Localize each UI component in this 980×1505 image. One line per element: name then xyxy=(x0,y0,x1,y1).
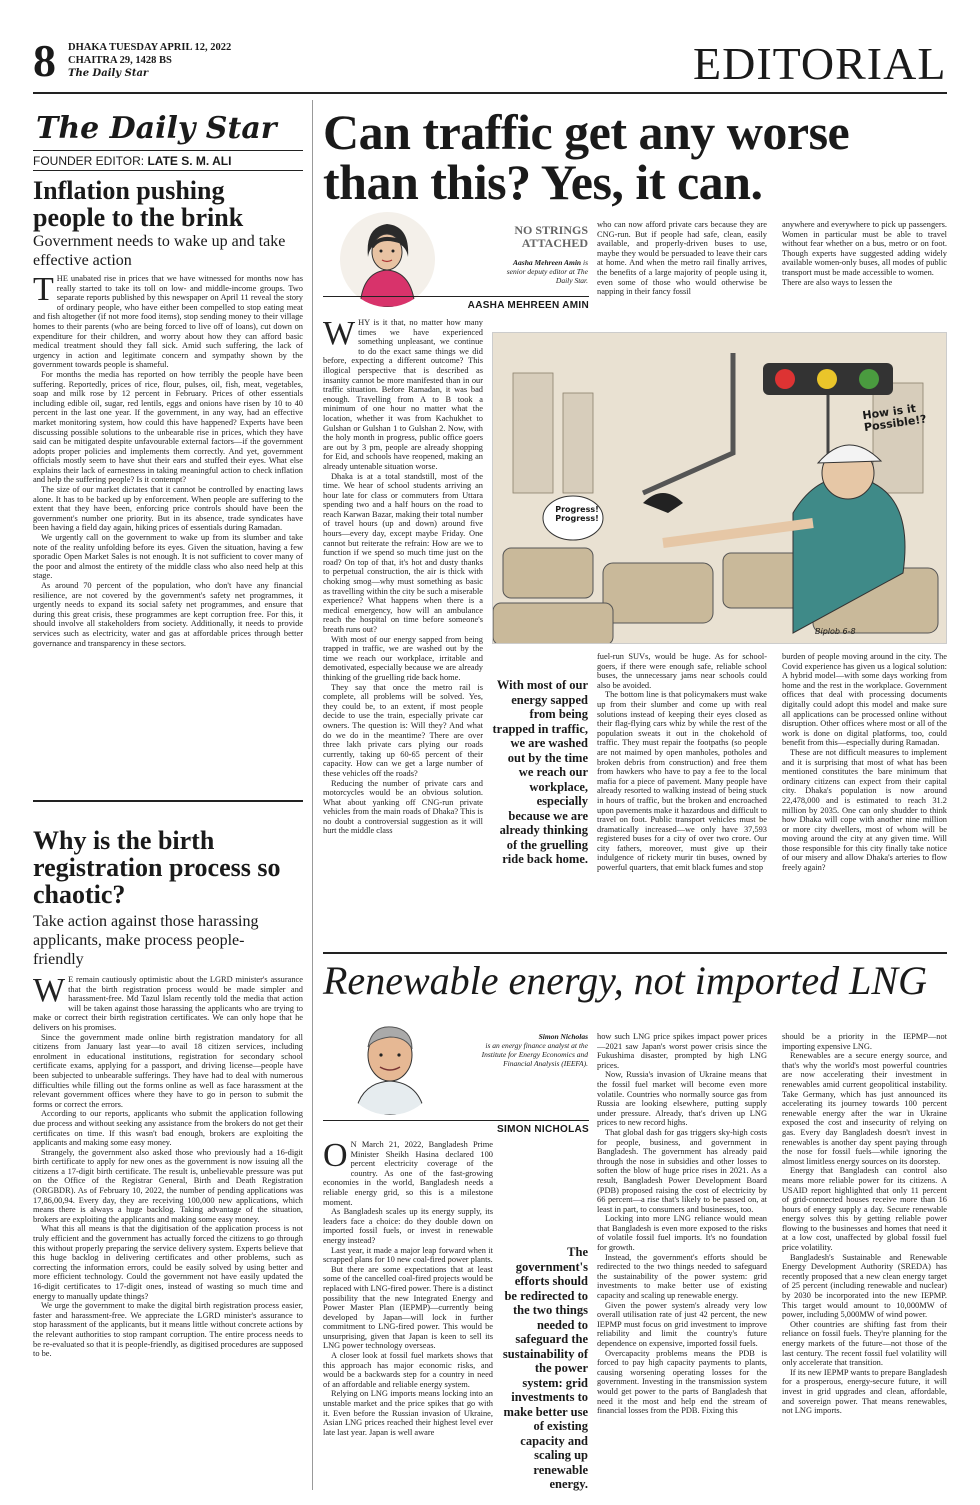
body-paragraph: Renewables are a secure energy source, and that's why the world's most powerful countries are now accelerating their investment in renewables amid current geopolitical instability. Take Germany, which has just announced its accelerating its journey towards 100 percent renewable energy after the war in Ukraine exposed the cost and insecurity of relying on gas. Every day Bangladesh doesn't invest in renewables is another day spent paying through the nose for fossil fuels—while ignoring the almost limitless energy sources on its doorstep. xyxy=(782,1051,947,1166)
body-paragraph: Dhaka is at a total standstill, most of the time. We hear of school students arriving an hour late for class or commuters from Uttara spending two and a half hours on the road to reach Karwan Bazar, making their total number of travel hours (up and down) around five hours—every day, except maybe Friday. One cannot but reiterate the refrain: How are we to function if we spend so much time just on the road? On top of that, it's hot and dusty thanks to perpetual construction, the air is thick with choking smog—why must something as basic as travelling within the city be such a miserable experience? What happens when there is a medical emergency, how will an ambulance reach the hospital on time before someone's breath runs out? xyxy=(323,471,483,634)
body-paragraph: According to our reports, applicants who submit the application following due process and without seeking any assistance from the brokers do not get their certificates on time. If this wasn't bad enough, brokers are exploiting the applicants and making some easy money. xyxy=(33,1109,303,1148)
body-paragraph: should be a priority in the IEPMP—not importing expensive LNG. xyxy=(782,1032,947,1051)
byline2-rule xyxy=(323,1120,589,1121)
article2-col1 xyxy=(323,1140,493,1495)
body-paragraph: That global dash for gas triggers sky-high costs for people, business, and government in Bangladesh. The government has already paid through the nose in subsidies and other losses to soften the blow of huge price rises in 2021. As a result, Bangladesh Power Development Board (PDB) proposed raising the cost of electricity by 66 percent—a rise that's likely to be passed on, at least in part, to consumers and businesses, too. xyxy=(597,1127,767,1214)
body-paragraph: If its new IEPMP wants to prepare Bangladesh for a prosperous, energy-secure future, it will invest in grid upgrades and clean, affordable, and sovereign power. That means renewables, not LNG imports. xyxy=(782,1367,947,1416)
body-paragraph: These are not difficult measures to implement and it is surprising that most of what has been mentioned constitutes the bare minimum that ordinary citizens can expect from their capital city. Dhaka's population is now around 22,478,000 and is estimated to reach 31.2 million by 2035. One can only shudder to think how Dhaka will cope with another nine million or more city dwellers, most of whom will be moving around the city at any given time. Will those responsible for this city finally take notice of our misery and allow Dhaka's arteries to flow freely again? xyxy=(782,747,947,873)
article2-byline: SIMON NICHOLAS xyxy=(497,1124,589,1135)
author2-caption-name: Simon Nicholas xyxy=(538,1032,588,1041)
page-number: 8 xyxy=(33,35,56,86)
author-caption-role: is senior deputy editor at The Daily Star. xyxy=(506,258,588,285)
article1-headline: Can traffic get any worse than this? Yes, it can. xyxy=(323,104,850,210)
cartoon-signature: Biplob 6-8 xyxy=(815,627,856,636)
byline-rule xyxy=(323,296,589,297)
body-paragraph: They say that once the metro rail is complete, all problems will be solved. Yes, they could be, to an extent, if most people decide to use the train, especially private car owners. The question is: Will they? And what do we do in the meantime? There are over three lakh private cars plying our roads currently, taking up 60-65 percent of their capacity. How can we get a large number of these vehicles off the roads? xyxy=(323,682,483,778)
body-paragraph: Overcapacity problems means the PDB is forced to pay high capacity payments to plants, causing worsening operating losses for the government. Investing in the transmission system would get power to the parts of Bangladesh that need it the most and help end the stream of financial losses from the PDB. Fixing this xyxy=(597,1348,767,1416)
body-paragraph: Given the power system's already very low overall utilisation rate of just 42 percent, the new IEPMP must focus on grid investment to improve reliability and limit the country's future dependence on expensive, imported fossil fuels. xyxy=(597,1300,767,1348)
body-paragraph: With most of our energy sapped from being trapped in traffic, we are washed out by the time we reach our workplace, irritable and demotivated, especially because we are already thinking of the gruelling ride back home. xyxy=(323,634,483,682)
founder-line xyxy=(33,154,231,168)
body-paragraph: fuel-run SUVs, would be huge. As for school-goers, if there were enough safe, reliable school buses, the unnecessary jams near schools could also be avoided. xyxy=(597,652,767,690)
column-divider xyxy=(312,100,313,1490)
founder-rule xyxy=(33,170,303,171)
founder-name: LATE S. M. ALI xyxy=(147,154,232,168)
body-paragraph: Strangely, the government also asked those who previously had a 16-digit birth certificate to apply for new ones as the government is now issuing all the citizens a 17-digit birth certificate. The result is, unbelievable pressure was put on the Office of the Registrar General, Birth and Death Registration (ORGBDR). As of February 10, 2022, the number of pending applications was 17,86,00,94. Every day, they are receiving 100,000 new applications, which means there is always a huge backlog. Taking advantage of the situation, brokers are exploiting the applicants and making some easy money. xyxy=(33,1147,303,1224)
article2-col3 xyxy=(782,1032,947,1495)
body-paragraph: anywhere and everywhere to pick up passengers. Women in particular must be able to travel without fear whether on a bus, metro or on foot. Though experts have suggested adding widely available women-only buses, all modes of public transport must be made accessible to women. There are also ways to lessen the xyxy=(782,220,947,287)
body-paragraph: Bangladesh's Sustainable and Renewable Energy Development Authority (SREDA) has recently proposed that a new clean energy target of 25 percent (including renewable and nuclear) by 2030 be incorporated into the new IEPMP. This target would amount to 10,000MW of power, including 5,000MW of wind power. xyxy=(782,1252,947,1320)
body-paragraph: The size of our market dictates that it cannot be controlled by enacting laws alone. It has to be backed up by enforcement. When people are suffering to the extent that they have been, enforcing price controls should have been the government's number one priority. But in its absence, trade syndicates have been having a field day again, hiking prices of essentials during Ramadan. xyxy=(33,485,303,533)
body-paragraph: who can now afford private cars because they are CNG-run. But if people had safe, clean, easily available, and properly-driven buses to use, maybe they would be persuaded to leave their cars at home. And when the metro rail finally arrives, the benefits of a large majority of people using it, even some of those who would otherwise be napping in their fancy fossil xyxy=(597,220,767,297)
author-portrait-drawing xyxy=(340,212,435,307)
body-paragraph: how such LNG price spikes impact power prices—2021 saw Japan's worst power crisis since the Fukushima disaster, prompted by high LNG prices. xyxy=(597,1032,767,1070)
author2-caption-role: is an energy finance analyst at the Institute for Energy Economics and Financial Analysis (IEEFA). xyxy=(481,1041,588,1068)
author-portrait-2 xyxy=(340,1015,440,1115)
article2-pull-quote: The government's efforts should be redirected to the two things needed to safeguard the sustainability of the power system: grid investments to make better use of existing capacity and scaling up renewable energy. xyxy=(502,1245,588,1491)
body-paragraph: Now, Russia's invasion of Ukraine means that the fossil fuel market will become even more volatile. Countries who normally source gas from Russia are looking elsewhere, putting supply under pressure. Already, that's driven up LNG prices to new record highs. xyxy=(597,1070,767,1128)
article1-byline: AASHA MEHREEN AMIN xyxy=(467,300,589,311)
article2-col2 xyxy=(597,1032,767,1495)
body-paragraph: But there are some expectations that at least some of the cancelled coal-fired projects would be replaced with LNG-fired power. There is a distinct possibility that the new Integrated Energy and Power Master Plan (IEPMP)—currently being developed by Japan—will lock in further commitment to LNG-fired power. This would be unsurprising, given that Japan is keen to sell its LNG power technology overseas. xyxy=(323,1264,493,1351)
body-paragraph: THE unabated rise in prices that we have witnessed for months now has really started to take its toll on low- and middle-income groups. Two separate reports published by this newspaper on April 11 reveal the story of ordinary people, who have either been compelled to stop eating meat and fish altogether (if not more food items), stop sending money to their village homes to their parents (who are being forced to live off of loans), cut down on expenditure for their children, and worry about how they can afford basic medical treatment should they fall sick. Amid such suffering, the lack of urgency in action and legitimate concern and sympathy shown by the government towards people is shameful. xyxy=(33,274,303,370)
traffic-cartoon-drawing xyxy=(493,333,947,644)
body-paragraph: Instead, the government's efforts should be redirected to the two things needed to safeguard the sustainability of the power system: grid investments to make better use of existing capacity and scaling up renewable energy. xyxy=(597,1252,767,1301)
body-paragraph: As around 70 percent of the population, who don't have any financial resilience, are not covered by the government's safety net programmes, it urgently needs to expand its social safety net programmes, and ensure that during this great crisis, these programmes are kept corruption free. For this, it should involve all stakeholders from society. Additionally, it needs to provide services such as electricity, water and gas at affordable prices through better governance and transparency in these sectors. xyxy=(33,581,303,648)
author-caption xyxy=(500,258,588,285)
founder-label: FOUNDER EDITOR: xyxy=(33,154,145,168)
header-rule xyxy=(33,92,947,94)
editorial1-body xyxy=(33,274,303,794)
body-paragraph: WE remain cautiously optimistic about the LGRD minister's assurance that the birth registration process would be made simpler and harassment-free. Md Tazul Islam recently told the media that action will be taken against those harassing the applicants who are trying to make or correct their birth registration certificates. We can only hope that he delivers on his promises. xyxy=(33,975,303,1032)
bangla-date: CHAITRA 29, 1428 BS xyxy=(68,55,172,66)
editorial2-title: Why is the birth registration process so chaotic? xyxy=(33,826,281,909)
editorial2-body xyxy=(33,975,303,1480)
cartoon-speech-1: Progress! Progress! xyxy=(555,505,599,523)
author2-caption xyxy=(470,1032,588,1068)
editorial1-title: Inflation pushing people to the brink xyxy=(33,176,244,232)
body-paragraph: Locking into more LNG reliance would mean that Bangladesh is even more exposed to the risks of volatile fossil fuel imports. It's no foundation for growth. xyxy=(597,1214,767,1253)
body-paragraph: Last year, it made a major leap forward when it scrapped plans for 10 new coal-fired power plants. xyxy=(323,1245,493,1265)
column-label: NO STRINGS ATTACHED xyxy=(514,223,588,250)
article1-col1 xyxy=(323,318,483,940)
article1-col2-bottom xyxy=(597,652,767,952)
small-logo: The Daily Star xyxy=(68,68,149,79)
masthead-rule xyxy=(33,150,303,151)
author-portrait-2-drawing xyxy=(340,1015,440,1115)
body-paragraph: For months the media has reported on how terribly the people have been suffering. Reportedly, prices of rice, flour, pulses, oil, fish, meat, vegetables, soap and milk rose by 12 percent in February. Prices of other essentials including edible oil, sugar, red lentils, eggs and onions have risen by 10 to 40 percent in the last one year. If the government, in any way, had an effective market monitoring system, how could this have happened? Experts have been discussing possible solutions to the unbearable rise in prices, which they have said can be mitigated despite unfavourable external factors—if the government adopts proper policies and implements them correctly. And yet, government officials mostly seem to have shut their ears and stuffed their eyes. What else explains their lack of earnestness in taking meaningful action to check inflation and help the suffering people? Is it contempt? xyxy=(33,369,303,485)
body-paragraph: Relying on LNG imports means locking into an unstable market and the price spikes that go with it. Even before the Russian invasion of Ukraine, Asian LNG prices reached their highest level ever late last year. Japan is well aware xyxy=(323,1389,493,1437)
body-paragraph: ON March 21, 2022, Bangladesh Prime Minister Sheikh Hasina declared 100 percent electricity coverage of the country. As one of the fast-growing economies in the world, Bangladesh needs a reliable energy grid, so this is a milestone moment. xyxy=(323,1140,493,1207)
article1-col3-top xyxy=(782,220,947,325)
traffic-cartoon xyxy=(492,332,947,644)
body-paragraph: Energy that Bangladesh can control also means more reliable power for its citizens. A USAID report highlighted that only 11 percent of grid-connected houses receive more than 16 hours of energy supply a day. Secure renewable energy solves this by getting reliable power flowing to the businesses and homes that need it at a low cost, unaffected by global fossil fuel price volatility. xyxy=(782,1166,947,1253)
masthead: The Daily Star xyxy=(36,111,277,146)
author-caption-name: Aasha Mehreen Amin xyxy=(513,258,582,267)
body-paragraph: Reducing the number of private cars and motorcycles would be an obvious solution. What about yanking off CNG-run private vehicles from the main roads of Dhaka? This is no doubt a controversial suggestion as it will hurt the middle class xyxy=(323,778,483,836)
article1-col3-bottom xyxy=(782,652,947,952)
body-paragraph: We urge the government to make the digital birth registration process easier, faster and harassment-free. We appreciate the LGRD minister's assurance to stop harassment of the applicants, but it means little without concrete actions by the relevant authorities to stop rampant corruption. The entire process needs to be re-evaluated so that it is people-friendly, as digitised procedures are supposed to be. xyxy=(33,1301,303,1359)
article2-headline: Renewable energy, not imported LNG xyxy=(323,958,927,1003)
author-portrait xyxy=(340,212,435,307)
article1-pull-quote: With most of our energy sapped from being trapped in traffic, we are washed out by the time we reach our workplace, especially because we are already thinking of the gruelling ride back home. xyxy=(492,678,588,866)
body-paragraph: burden of people moving around in the city. The Covid experience has given us a logical solution: A hybrid model—with some days working from home and the rest in the workplace. Government offices that deal with processing documents digitally could adopt this model and make sure all applications can be processed online without disruption. Other offices where most or all of the work is done on digital platforms, too, could benefit from this—especially during Ramadan. xyxy=(782,652,947,748)
body-paragraph: What this all means is that the digitisation of the application process is not truly efficient and the government has actually forced the citizens to go through this without properly preparing the service delivery system. Experts believe that this huge backlog in delivering certificates and other problems, such as correcting the information errors, could be easily solved by using better and more efficient technology. Could the government not have easily updated the 16-digit certificates to 17-digit ones, instead of wasting so much time and energy to manually update things? xyxy=(33,1224,303,1301)
body-paragraph: WHY is it that, no matter how many times we have experienced something unpleasant, we continue to do the exact same things we did before, expecting a different outcome? This illogical perspective that is described as insanity cannot be more manifested than in our traffic situation. Before Ramadan, it was bad enough. Travelling from A to B took a minimum of one hour no matter what the location, whether it was from Kachukhet to Gulshan or Gulshan 1 to Gulshan 2. Now, with the holy month in progress, public office goers are out by 3 pm, people are already shopping for Eid, and schools have reopened, making an already untenable situation worse. xyxy=(323,318,483,471)
article-divider xyxy=(323,952,947,954)
body-paragraph: We urgently call on the government to wake up from its slumber and take note of the reality unfolding before its eyes. Given the situation, having a few sporadic Open Market Sales is not enough. It is not sufficient to cover many of the poor and almost the entirety of the middle class who also need help at this stage. xyxy=(33,533,303,581)
sidebar-divider xyxy=(33,800,303,802)
article1-col2-top xyxy=(597,220,767,325)
body-paragraph: The bottom line is that policymakers must wake up from their slumber and come up with real solutions instead of keeping their eyes closed as their flag-flying cars whiz by while the rest of the population sweats it out in the chokehold of traffic. They must repair the footpaths (so people are not maimed by open manholes, potholes and broken debris from construction) and free them from hawkers who have to pay a fee to the local mafia for a piece of pavement. Many people have already resorted to walking instead of being stuck in hours of traffic, but the broken and encroached upon pavements make it hazardous and difficult to travel on foot. Public transport vehicles must be dramatically increased—we only have 37,593 registered buses for a city of over two crore. Our city fathers, moreover, must give up their indulgence of rickety murir tin buses, owned by powerful quarters, that emit black fumes and stop xyxy=(597,690,767,873)
cartoon-speech-2: How is it Possible!? xyxy=(861,401,928,435)
body-paragraph: Since the government made online birth registration mandatory for all citizens from January last year—to avail 18 citizen services, including enrolment in educational institutions, registration for secondary school certificate exams, applying for a passport, and driving license—people have been subjected to unbearable sufferings. They have had to deal with numerous difficulties while filling out the forms online as well as face harassment at the relevant government offices where they have to go in person to submit the forms or correct the errors. xyxy=(33,1032,303,1109)
body-paragraph: A closer look at fossil fuel markets shows that this approach has major economic risks, and would be a backwards step for a country in need of an affordable and reliable energy system. xyxy=(323,1351,493,1389)
date-line: DHAKA TUESDAY APRIL 12, 2022 xyxy=(68,42,232,53)
body-paragraph: As Bangladesh scales up its energy supply, its leaders face a choice: do they double down on imported fossil fuels, or invest in renewable energy instead? xyxy=(323,1207,493,1245)
section-title: EDITORIAL xyxy=(693,38,947,89)
body-paragraph: Other countries are shifting fast from their reliance on fossil fuels. They're planning for the energy markets of the future—not those of the last century. The recent fossil fuel volatility will only accelerate that transition. xyxy=(782,1319,947,1368)
editorial2-subtitle: Take action against those harassing applicants, make process people-friendly xyxy=(33,913,259,968)
editorial1-subtitle: Government needs to wake up and take effective action xyxy=(33,233,286,269)
